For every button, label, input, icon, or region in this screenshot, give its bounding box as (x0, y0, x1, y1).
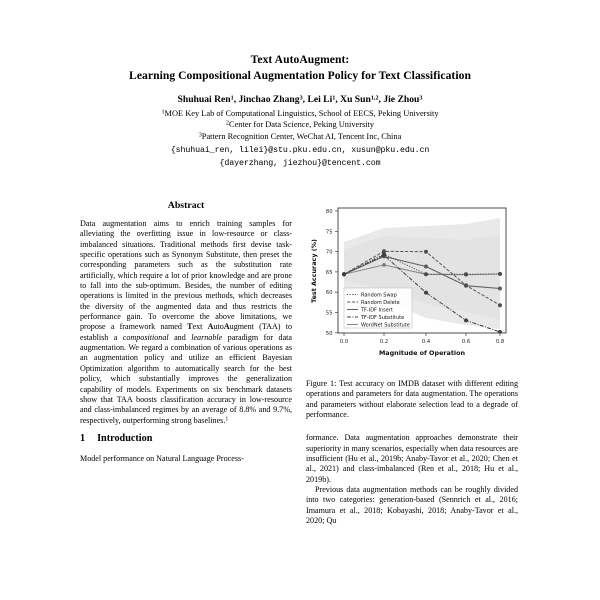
spacer (80, 426, 292, 433)
svg-text:70: 70 (325, 249, 333, 256)
svg-text:80: 80 (325, 209, 333, 215)
abstract-text-j: learnable (191, 332, 223, 342)
affiliation-text: Pattern Recognition Center, WeChat AI, Tencent Inc, China (201, 131, 402, 141)
affiliation-marker: 3 (198, 131, 202, 139)
abstract-text-g: ugment (TAA) to establish a (80, 322, 293, 342)
x-axis-ticks (340, 333, 504, 345)
email-line: {shuhuai_ren, lilei}@stu.pku.edu.cn, xusun@pku.edu.cn (170, 146, 430, 156)
abstract-text-b: T (187, 322, 193, 332)
legend-label-4: WordNet Substitute (361, 322, 410, 329)
footnote-marker[interactable]: 1 (225, 416, 229, 423)
author-affil-marker: 1 (332, 94, 336, 102)
affiliation (0, 108, 600, 119)
legend-label-1: Random Delete (361, 299, 400, 306)
affiliation-text: MOE Key Lab of Computational Linguistics, School of EECS, Peking University (164, 109, 439, 118)
y-axis-label: Test Accuracy (%) (310, 239, 318, 303)
author-affil-marker: 3 (419, 94, 423, 102)
legend-label-0: Random Swap (361, 292, 397, 299)
body-columns (0, 200, 600, 600)
svg-text:65: 65 (325, 269, 333, 276)
svg-text:55: 55 (325, 310, 333, 317)
section-title: Introduction (97, 432, 153, 444)
author-name: Jinchao Zhang (238, 94, 300, 105)
author-name: Shuhuai Ren (177, 94, 231, 105)
svg-text:0.8: 0.8 (495, 339, 505, 345)
svg-text:0.0: 0.0 (339, 339, 349, 345)
section-heading-introduction (80, 433, 292, 444)
author-affil-marker: 3 (299, 94, 303, 102)
abstract-heading: Abstract (167, 200, 205, 211)
contact-emails (0, 145, 600, 170)
author-name: Xu Sun (340, 94, 371, 105)
affiliation-marker: 2 (225, 120, 229, 128)
email-line: {dayerzhang, jiezhou}@tencent.com (219, 158, 381, 168)
abstract-paragraph (80, 219, 292, 426)
affiliation (0, 131, 600, 142)
section-number: 1 (80, 432, 86, 444)
title-block (0, 0, 600, 170)
line-chart (306, 200, 518, 372)
figure-caption: Figure 1: Test accuracy on IMDB dataset with different editing operations and parameters for data augmentation. The operations and parameters without elaborate selection lead to a degrade of performance. (306, 379, 518, 419)
abstract-text-e: uto (213, 322, 224, 332)
abstract-text-k: paradigm for data augmentation. We regard a combination of various operations as an augmentation policy and utilize an efficient Bayesian Optimization algorithm to automatically search for the best policy, which substantially improves the generalization capability of models. Experiments on six benchmark datasets show that TAA boosts classification accuracy in low-resource and class-imbalanced regimes by an average of 8.8% and 9.7%, respectively, outperforming strong baselines. (80, 332, 292, 425)
svg-text:50: 50 (325, 330, 333, 337)
svg-text:75: 75 (325, 229, 333, 236)
abstract-text-d: A (207, 322, 214, 332)
right-column-paragraph-2: Previous data augmentation methods can be roughly divided into two categories: generation-based (Sennrich et al., 2016; Imamura et al., 2018; Kobayashi, 2018; Anaby-Tavor et al., 2020; Qu (306, 484, 518, 525)
svg-text:60: 60 (325, 290, 333, 297)
figure-1 (306, 200, 518, 420)
abstract-text-i: and (168, 332, 192, 342)
abstract-text-h: compositional (122, 332, 169, 342)
page-title (0, 52, 600, 83)
abstract-text-c: ext (192, 322, 208, 332)
abstract-text-a: Data augmentation aims to enrich training samples for alleviating the overfitting issue in low-resource or class-imbalanced situations. Traditional methods first devise task-specific operations such as Synonym Substitute, then preset the corresponding parameters such as the substitution rate artificially, which require a lot of prior knowledge and are prone to fall into the sub-optimum. Besides, the number of editing operations is limited in the previous methods, which decreases the diversity of the augmented data and thus restricts the performance gain. To overcome the above limitations, we propose a framework named (80, 219, 292, 332)
affiliation-text: Center for Data Science, Peking University (228, 120, 375, 130)
x-axis-label: Magnitude of Operation (378, 349, 466, 357)
author-affil-marker: 1,2 (370, 94, 379, 102)
author-affil-marker: 1 (230, 94, 234, 102)
abstract-text-f: A (223, 322, 230, 332)
svg-text:0.4: 0.4 (421, 339, 431, 345)
svg-text:0.2: 0.2 (379, 339, 389, 345)
left-column (80, 200, 292, 464)
intro-paragraph: Model performance on Natural Language Process- (80, 453, 244, 463)
spacer (306, 426, 518, 433)
legend-label-2: TF-IDF Insert (361, 307, 393, 314)
affiliation (0, 119, 600, 130)
author-name: Jie Zhou (383, 94, 420, 105)
svg-text:0.6: 0.6 (461, 339, 471, 345)
legend-label-3: TF-IDF Substitute (361, 314, 405, 321)
right-column (306, 200, 518, 526)
right-column-paragraph-1: formance. Data augmentation approaches demonstrate their superiority in many scenarios, especially when data resources are insufficient (Hu et al., 2019b; Anaby-Tavor et al., 2020; Chen et al., 2021) and class-imbalanced (Ren et al., 2018; Hu et al., 2019b). (306, 433, 518, 484)
title-line-1: Text AutoAugment: (250, 53, 350, 66)
affiliation-marker: 1 (161, 108, 165, 116)
title-line-2: Learning Compositional Augmentation Policy for Text Classification (129, 68, 471, 82)
y-axis-ticks (326, 209, 338, 337)
chart-legend (344, 288, 412, 328)
author-list: Shuhuai Ren$^1$, Jinchao Zhang$^3$, Lei Li$^1$, Xu Sun$^{1,2}$, Jie Zhou$^3$ (177, 94, 423, 105)
author-name: Lei Li (307, 94, 333, 105)
